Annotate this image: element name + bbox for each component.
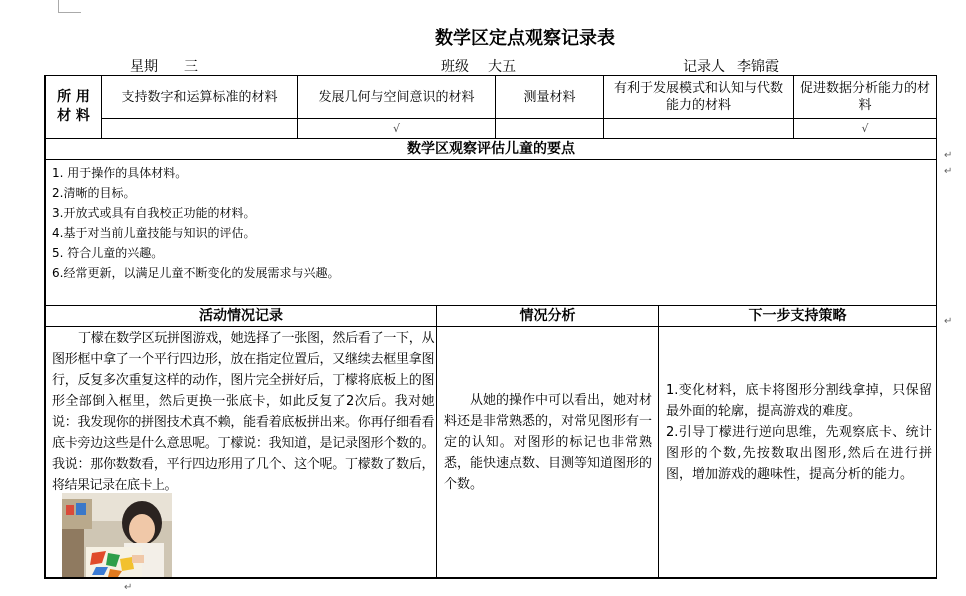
- strategy-item: 1.变化材料，底卡将图形分割线拿掉，只保留最外面的轮廓，提高游戏的难度。: [666, 383, 932, 419]
- evaluation-point: 2.清晰的目标。: [52, 186, 136, 200]
- evaluation-point: 3.开放式或具有自我校正功能的材料。: [52, 206, 256, 220]
- material-col-patterns-algebra: 有利于发展模式和认知与代数能力的材料: [613, 81, 783, 113]
- evaluation-points-list: [52, 163, 339, 283]
- weekday-label: 星期: [130, 59, 158, 75]
- analysis-text: 从她的操作中可以看出，她对材料还是非常熟悉的，对常见图形有一定的认知。对图形的标记也非常熟悉，能快速点数、目测等知道图形的个数。: [444, 393, 653, 492]
- material-check-patterns-algebra: [604, 119, 793, 138]
- material-check-geometry: √: [392, 122, 400, 135]
- strategy-item: 2.引导丁檬进行逆向思维，先观察底卡、统计图形的个数,先按数取出图形,然后在进行拼图，增加游戏的趣味性，提高分析的能力。: [666, 425, 932, 482]
- strategy-heading: 下一步支持策略: [748, 307, 847, 324]
- evaluation-heading: 数学区观察评估儿童的要点: [407, 140, 575, 157]
- material-col-data-analysis: 促进数据分析能力的材料: [799, 81, 930, 113]
- paragraph-mark: ↵: [944, 166, 953, 177]
- child-puzzle-photo: [62, 493, 172, 577]
- paragraph-mark: ↵: [124, 582, 133, 593]
- materials-row-label: 所 用 材 料: [57, 89, 90, 124]
- page-corner-mark: [58, 0, 81, 13]
- recorder-label: 记录人: [683, 59, 725, 75]
- recorder-value: 李锦霞: [737, 59, 779, 75]
- material-check-numbers: [102, 119, 297, 138]
- page-title: 数学区定点观察记录表: [435, 28, 615, 49]
- paragraph-mark: ↵: [944, 150, 953, 161]
- material-check-measurement: [496, 119, 603, 138]
- material-col-numbers: 支持数字和运算标准的材料: [121, 89, 278, 105]
- activity-record-text: 丁檬在数学区玩拼图游戏，她选择了一张图，然后看了一下，从图形框中拿了一个平行四边形，放在指定位置后，又继续去框里拿图行，反复多次重复这样的动作，图片完全拼好后，丁檬将底板上的图形全部倒入框里，然后更换一张底卡，如此反复了2次后。我对她说：我发现你的拼图技术真不赖，能看着底板拼出来。你再仔细看看底卡旁边这些是什么意思呢。丁檬说：我知道，是记录图形个数的。我说：那你数数看，平行四边形用了几个、这个呢。丁檬数了数后，将结果记录在底卡上。: [52, 331, 434, 493]
- material-col-measurement: 测量材料: [523, 89, 576, 105]
- material-col-geometry: 发展几何与空间意识的材料: [318, 89, 475, 105]
- evaluation-point: 5. 符合儿童的兴趣。: [52, 246, 164, 260]
- evaluation-point: 6.经常更新，以满足儿童不断变化的发展需求与兴趣。: [52, 266, 340, 280]
- class-value: 大五: [488, 59, 516, 75]
- activity-record-heading: 活动情况记录: [199, 307, 283, 324]
- weekday-value: 三: [184, 59, 198, 75]
- analysis-heading: 情况分析: [519, 307, 576, 324]
- strategy-list: [666, 380, 932, 485]
- evaluation-point: 4.基于对当前儿童技能与知识的评估。: [52, 226, 256, 240]
- paragraph-mark: ↵: [944, 316, 953, 327]
- material-check-data-analysis: √: [861, 122, 869, 135]
- evaluation-point: 1. 用于操作的具体材料。: [52, 166, 188, 180]
- class-label: 班级: [441, 59, 469, 75]
